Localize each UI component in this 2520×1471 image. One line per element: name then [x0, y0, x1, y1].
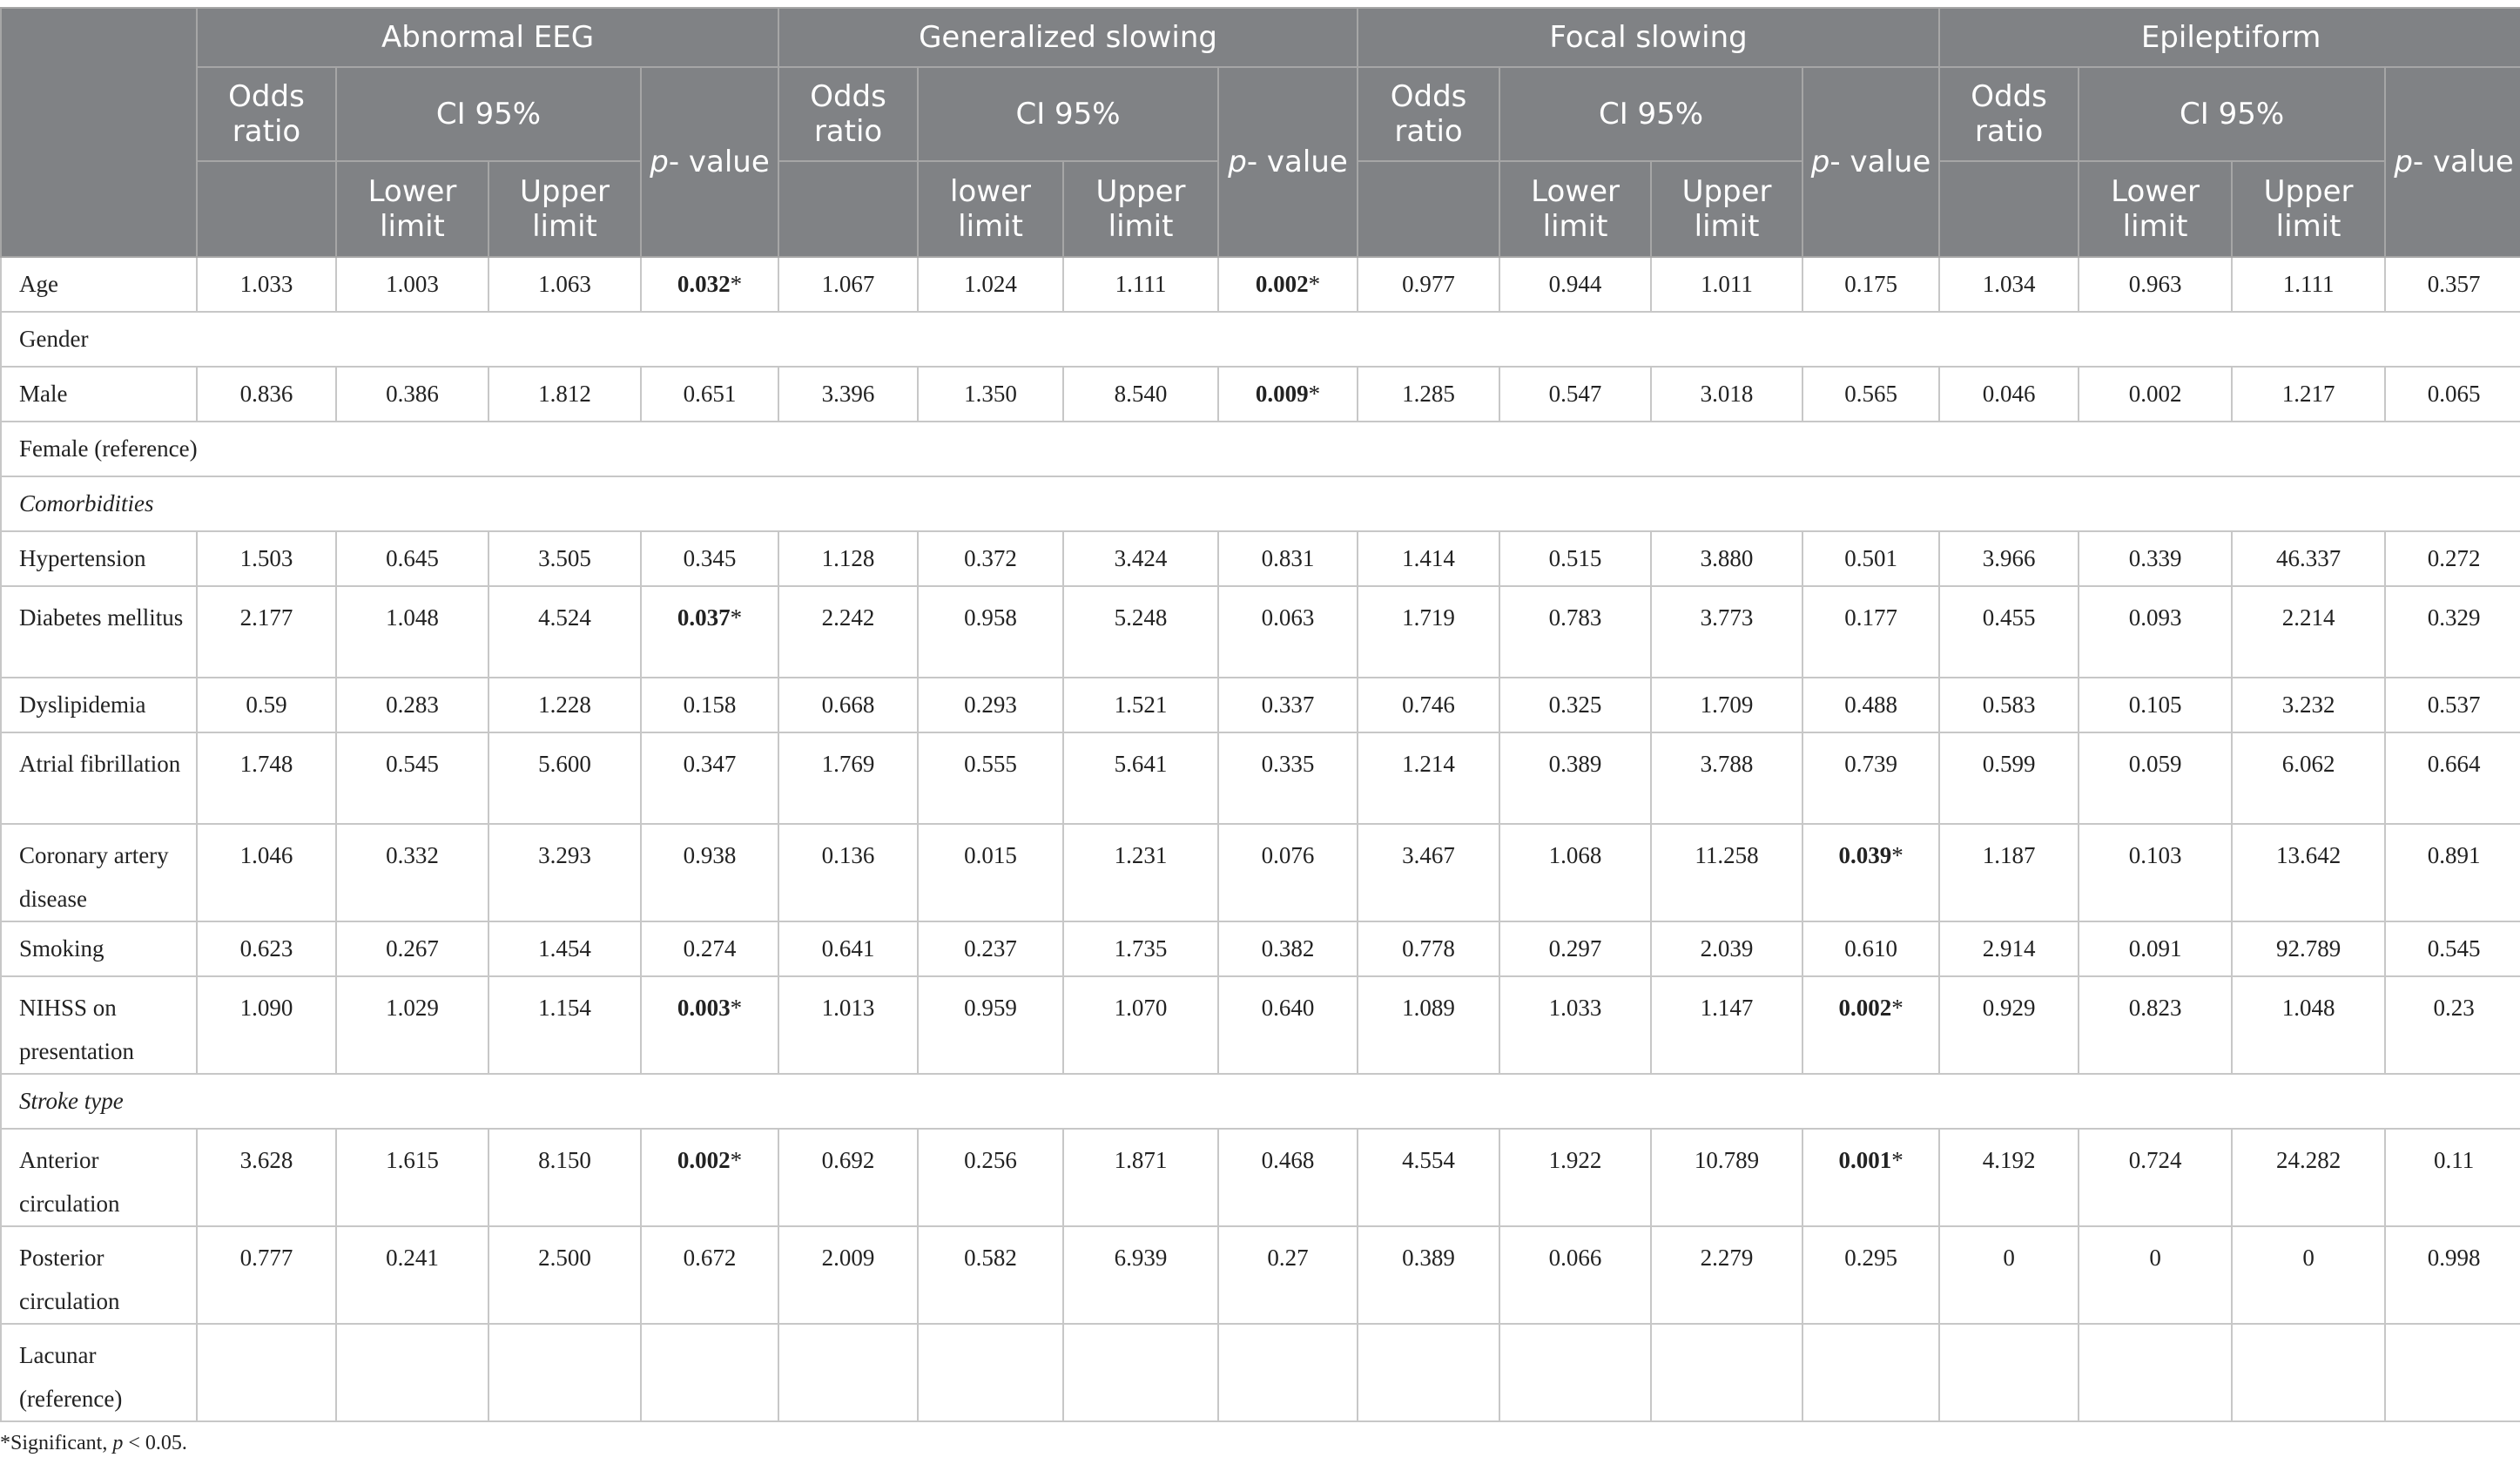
- upper-limit-header: Upper limit: [489, 161, 641, 257]
- table-cell: 0.555: [918, 732, 1063, 824]
- table-cell: [1218, 1324, 1358, 1421]
- table-cell: [2232, 1324, 2385, 1421]
- table-cell: 0.623: [197, 921, 336, 976]
- table-cell: 0.664: [2385, 732, 2520, 824]
- table-cell: [1802, 1129, 1939, 1226]
- table-cell: [2079, 1324, 2232, 1421]
- table-cell: 0.537: [2385, 678, 2520, 732]
- table-cell: 3.773: [1651, 586, 1802, 678]
- value-suffix: - value: [668, 145, 770, 179]
- value-suffix: - value: [1246, 145, 1348, 179]
- table-cell: 1.285: [1358, 367, 1499, 422]
- table-cell: 8.540: [1063, 367, 1218, 422]
- significance-marker: *: [1308, 381, 1321, 407]
- table-cell: 0.938: [641, 824, 778, 921]
- table-row: [1, 1226, 2520, 1324]
- table-cell: 4.524: [489, 586, 641, 678]
- footnote-prefix: *Significant,: [0, 1432, 113, 1454]
- row-label: Anterior circulation: [1, 1129, 197, 1226]
- table-cell: 0.599: [1939, 732, 2079, 824]
- table-cell: 3.788: [1651, 732, 1802, 824]
- table-cell: 0.545: [336, 732, 489, 824]
- significant-value: 0.039: [1838, 842, 1892, 868]
- upper-limit-header: Upper limit: [1651, 161, 1802, 257]
- table-cell: 0.582: [918, 1226, 1063, 1324]
- table-cell: [641, 586, 778, 678]
- table-row: [1, 732, 2520, 824]
- significance-marker: *: [730, 1147, 743, 1173]
- table-cell: 11.258: [1651, 824, 1802, 921]
- table-cell: 0.066: [1499, 1226, 1651, 1324]
- significant-value: 0.002: [1255, 271, 1309, 297]
- table-cell: 1.615: [336, 1129, 489, 1226]
- group-header: Abnormal EEG: [197, 8, 778, 67]
- table-cell: 3.293: [489, 824, 641, 921]
- p-letter: p: [1810, 145, 1830, 179]
- lower-limit-header: Lower limit: [1499, 161, 1651, 257]
- table-cell: 0.959: [918, 976, 1063, 1074]
- table-cell: [1358, 1324, 1499, 1421]
- table-cell: 0.777: [197, 1226, 336, 1324]
- table-cell: 0.076: [1218, 824, 1358, 921]
- table-cell: 4.192: [1939, 1129, 2079, 1226]
- table-cell: 5.600: [489, 732, 641, 824]
- table-cell: 0.063: [1218, 586, 1358, 678]
- table-cell: [336, 1324, 489, 1421]
- table-cell: 1.111: [2232, 257, 2385, 312]
- lower-limit-header: Lower limit: [2079, 161, 2232, 257]
- table-cell: 1.068: [1499, 824, 1651, 921]
- significance-marker: *: [730, 604, 743, 631]
- table-cell: 0.998: [2385, 1226, 2520, 1324]
- table-cell: 1.154: [489, 976, 641, 1074]
- table-cell: 3.467: [1358, 824, 1499, 921]
- table-cell: 0.501: [1802, 531, 1939, 586]
- significant-value: 0.002: [1838, 995, 1892, 1021]
- table-cell: 1.147: [1651, 976, 1802, 1074]
- table-cell: 2.039: [1651, 921, 1802, 976]
- table-cell: 1.111: [1063, 257, 1218, 312]
- table-cell: 0.724: [2079, 1129, 2232, 1226]
- table-cell: 0.335: [1218, 732, 1358, 824]
- table-row: [1, 1129, 2520, 1226]
- ci-header: CI 95%: [336, 67, 641, 161]
- table-cell: 1.029: [336, 976, 489, 1074]
- table-cell: 1.011: [1651, 257, 1802, 312]
- table-cell: 1.214: [1358, 732, 1499, 824]
- table-cell: 0.347: [641, 732, 778, 824]
- table-cell: 1.013: [778, 976, 918, 1074]
- header-corner: [1, 8, 197, 257]
- section-label: Female (reference): [1, 422, 2520, 476]
- table-cell: 10.789: [1651, 1129, 1802, 1226]
- table-cell: 0.272: [2385, 531, 2520, 586]
- table-cell: 0.778: [1358, 921, 1499, 976]
- table-cell: 0.668: [778, 678, 918, 732]
- group-header: Epileptiform: [1939, 8, 2520, 67]
- table-cell: 1.089: [1358, 976, 1499, 1074]
- table-cell: [918, 1324, 1063, 1421]
- table-cell: 0.274: [641, 921, 778, 976]
- table-cell: 0: [1939, 1226, 2079, 1324]
- table-cell: 6.939: [1063, 1226, 1218, 1324]
- table-cell: 0.823: [2079, 976, 2232, 1074]
- p-value-header: [641, 67, 778, 257]
- table-cell: [1218, 367, 1358, 422]
- table-cell: 1.812: [489, 367, 641, 422]
- section-row: [1, 1074, 2520, 1129]
- odds-ratio-header: Odds ratio: [778, 67, 918, 161]
- table-cell: 0.325: [1499, 678, 1651, 732]
- section-label: Comorbidities: [1, 476, 2520, 531]
- table-cell: 2.177: [197, 586, 336, 678]
- table-cell: [778, 1324, 918, 1421]
- table-cell: 1.709: [1651, 678, 1802, 732]
- table-cell: 0.345: [641, 531, 778, 586]
- table-cell: 0.692: [778, 1129, 918, 1226]
- significance-marker: *: [1891, 995, 1903, 1021]
- significance-marker: *: [1891, 842, 1903, 868]
- table-cell: 1.024: [918, 257, 1063, 312]
- group-header: Focal slowing: [1358, 8, 1939, 67]
- table-cell: 3.018: [1651, 367, 1802, 422]
- table-cell: 0.944: [1499, 257, 1651, 312]
- group-header: Generalized slowing: [778, 8, 1358, 67]
- table-cell: 0.651: [641, 367, 778, 422]
- table-cell: 0.046: [1939, 367, 2079, 422]
- table-cell: 0.332: [336, 824, 489, 921]
- row-label: Male: [1, 367, 197, 422]
- table-cell: 2.500: [489, 1226, 641, 1324]
- table-cell: 0.23: [2385, 976, 2520, 1074]
- table-cell: 1.503: [197, 531, 336, 586]
- table-cell: 0.065: [2385, 367, 2520, 422]
- table-cell: 1.063: [489, 257, 641, 312]
- table-cell: 0.455: [1939, 586, 2079, 678]
- table-cell: 0.002: [2079, 367, 2232, 422]
- table-cell: 3.880: [1651, 531, 1802, 586]
- table-cell: 0: [2232, 1226, 2385, 1324]
- table-cell: [1939, 1324, 2079, 1421]
- row-label: Hypertension: [1, 531, 197, 586]
- table-cell: 0.357: [2385, 257, 2520, 312]
- significant-value: 0.009: [1255, 381, 1309, 407]
- significant-value: 0.037: [677, 604, 731, 631]
- significant-value: 0.003: [677, 995, 731, 1021]
- table-cell: 0.091: [2079, 921, 2232, 976]
- table-cell: 0.059: [2079, 732, 2232, 824]
- table-cell: 0.640: [1218, 976, 1358, 1074]
- table-cell: 0.739: [1802, 732, 1939, 824]
- table-cell: 0.093: [2079, 586, 2232, 678]
- table-cell: [641, 976, 778, 1074]
- section-label: Stroke type: [1, 1074, 2520, 1129]
- footnote-p: p: [112, 1432, 124, 1454]
- ci-header: CI 95%: [918, 67, 1218, 161]
- odds-ratio-subheader: [1358, 161, 1499, 257]
- table-cell: [1802, 1324, 1939, 1421]
- table-cell: 0.488: [1802, 678, 1939, 732]
- p-value-header: [1218, 67, 1358, 257]
- table-cell: 1.067: [778, 257, 918, 312]
- table-cell: 0.256: [918, 1129, 1063, 1226]
- table-cell: [1218, 257, 1358, 312]
- table-cell: 2.009: [778, 1226, 918, 1324]
- table-row: [1, 824, 2520, 921]
- table-cell: 0.337: [1218, 678, 1358, 732]
- table-cell: 1.414: [1358, 531, 1499, 586]
- table-cell: 0.389: [1499, 732, 1651, 824]
- table-cell: 0.891: [2385, 824, 2520, 921]
- header-row-groups: [1, 8, 2520, 67]
- row-label: Dyslipidemia: [1, 678, 197, 732]
- table-cell: 0.015: [918, 824, 1063, 921]
- table-cell: 1.090: [197, 976, 336, 1074]
- table-cell: 0.468: [1218, 1129, 1358, 1226]
- table-cell: 0.963: [2079, 257, 2232, 312]
- p-value-header: [1802, 67, 1939, 257]
- value-suffix: - value: [1829, 145, 1931, 179]
- table-cell: 0.746: [1358, 678, 1499, 732]
- table-cell: 0.297: [1499, 921, 1651, 976]
- table-cell: 0.977: [1358, 257, 1499, 312]
- table-cell: 0.565: [1802, 367, 1939, 422]
- table-cell: 2.279: [1651, 1226, 1802, 1324]
- table-cell: 0.583: [1939, 678, 2079, 732]
- table-cell: 1.070: [1063, 976, 1218, 1074]
- table-cell: 0.783: [1499, 586, 1651, 678]
- table-cell: 0.136: [778, 824, 918, 921]
- table-cell: 0: [2079, 1226, 2232, 1324]
- table-cell: 0.382: [1218, 921, 1358, 976]
- table-cell: 5.248: [1063, 586, 1218, 678]
- row-label: Diabetes mellitus: [1, 586, 197, 678]
- section-row: [1, 476, 2520, 531]
- row-label: Age: [1, 257, 197, 312]
- regression-table: [0, 7, 2520, 1422]
- table-cell: [1802, 976, 1939, 1074]
- table-cell: 1.350: [918, 367, 1063, 422]
- table-cell: 3.966: [1939, 531, 2079, 586]
- table-cell: 46.337: [2232, 531, 2385, 586]
- table-row: [1, 531, 2520, 586]
- table-cell: 0.610: [1802, 921, 1939, 976]
- significant-value: 0.032: [677, 271, 731, 297]
- table-cell: 0.339: [2079, 531, 2232, 586]
- table-cell: 0.105: [2079, 678, 2232, 732]
- table-cell: [641, 1324, 778, 1421]
- table-cell: 0.958: [918, 586, 1063, 678]
- table-cell: 1.922: [1499, 1129, 1651, 1226]
- table-cell: 6.062: [2232, 732, 2385, 824]
- upper-limit-header: Upper limit: [1063, 161, 1218, 257]
- table-cell: 3.232: [2232, 678, 2385, 732]
- odds-ratio-header: Odds ratio: [1939, 67, 2079, 161]
- table-cell: 92.789: [2232, 921, 2385, 976]
- footnote-suffix: < 0.05.: [123, 1432, 187, 1454]
- lower-limit-header: lower limit: [918, 161, 1063, 257]
- table-cell: 1.003: [336, 257, 489, 312]
- table-cell: 0.547: [1499, 367, 1651, 422]
- table-cell: 0.11: [2385, 1129, 2520, 1226]
- table-cell: 24.282: [2232, 1129, 2385, 1226]
- table-cell: 4.554: [1358, 1129, 1499, 1226]
- table-cell: 3.505: [489, 531, 641, 586]
- table-cell: [641, 1129, 778, 1226]
- table-cell: 3.424: [1063, 531, 1218, 586]
- table-cell: [1499, 1324, 1651, 1421]
- table-cell: 0.672: [641, 1226, 778, 1324]
- table-cell: [2385, 1324, 2520, 1421]
- table-cell: 0.295: [1802, 1226, 1939, 1324]
- odds-ratio-header: Odds ratio: [197, 67, 336, 161]
- table-cell: 1.187: [1939, 824, 2079, 921]
- table-cell: 1.033: [1499, 976, 1651, 1074]
- table-cell: 0.283: [336, 678, 489, 732]
- table-cell: 0.641: [778, 921, 918, 976]
- row-label: NIHSS on presentation: [1, 976, 197, 1074]
- significance-marker: *: [1891, 1147, 1903, 1173]
- table-cell: 8.150: [489, 1129, 641, 1226]
- table-cell: 0.241: [336, 1226, 489, 1324]
- table-cell: 13.642: [2232, 824, 2385, 921]
- table-row: [1, 976, 2520, 1074]
- table-cell: 0.59: [197, 678, 336, 732]
- table-cell: 0.267: [336, 921, 489, 976]
- table-cell: 1.033: [197, 257, 336, 312]
- table-cell: 0.293: [918, 678, 1063, 732]
- section-row: [1, 422, 2520, 476]
- table-cell: 2.242: [778, 586, 918, 678]
- significant-value: 0.002: [677, 1147, 731, 1173]
- table-cell: 0.515: [1499, 531, 1651, 586]
- table-cell: 2.914: [1939, 921, 2079, 976]
- table-cell: 1.128: [778, 531, 918, 586]
- table-cell: 0.372: [918, 531, 1063, 586]
- ci-header: CI 95%: [1499, 67, 1802, 161]
- row-label: Atrial fibrillation: [1, 732, 197, 824]
- table-cell: 0.158: [641, 678, 778, 732]
- table-cell: 0.177: [1802, 586, 1939, 678]
- table-cell: 0.645: [336, 531, 489, 586]
- footnote: [0, 1432, 187, 1455]
- row-label: Smoking: [1, 921, 197, 976]
- table-cell: 0.929: [1939, 976, 2079, 1074]
- table-cell: 0.237: [918, 921, 1063, 976]
- table-cell: 1.735: [1063, 921, 1218, 976]
- odds-ratio-subheader: [197, 161, 336, 257]
- table-cell: 1.231: [1063, 824, 1218, 921]
- table-cell: 0.836: [197, 367, 336, 422]
- table-cell: [1063, 1324, 1218, 1421]
- table-cell: 1.719: [1358, 586, 1499, 678]
- p-value-header: [2385, 67, 2520, 257]
- header-row-measures: [1, 67, 2520, 161]
- significant-value: 0.001: [1838, 1147, 1892, 1173]
- table-cell: 1.034: [1939, 257, 2079, 312]
- table-cell: [489, 1324, 641, 1421]
- table-row: [1, 921, 2520, 976]
- table-cell: 3.628: [197, 1129, 336, 1226]
- odds-ratio-subheader: [1939, 161, 2079, 257]
- table-cell: 5.641: [1063, 732, 1218, 824]
- table-row: [1, 1324, 2520, 1421]
- table-cell: [1802, 824, 1939, 921]
- significance-marker: *: [730, 995, 743, 1021]
- row-label: Lacunar (reference): [1, 1324, 197, 1421]
- odds-ratio-subheader: [778, 161, 918, 257]
- p-letter: p: [650, 145, 669, 179]
- table-cell: 1.748: [197, 732, 336, 824]
- table-cell: 0.175: [1802, 257, 1939, 312]
- section-row: [1, 312, 2520, 367]
- row-label: Posterior circulation: [1, 1226, 197, 1324]
- table-row: [1, 367, 2520, 422]
- table-cell: 0.386: [336, 367, 489, 422]
- table-cell: 0.27: [1218, 1226, 1358, 1324]
- table-cell: [1651, 1324, 1802, 1421]
- section-label: Gender: [1, 312, 2520, 367]
- table-cell: 0.389: [1358, 1226, 1499, 1324]
- lower-limit-header: Lower limit: [336, 161, 489, 257]
- table-cell: 0.329: [2385, 586, 2520, 678]
- row-label: Coronary artery disease: [1, 824, 197, 921]
- table-cell: 1.048: [336, 586, 489, 678]
- table-cell: 1.046: [197, 824, 336, 921]
- ci-header: CI 95%: [2079, 67, 2385, 161]
- table-cell: 3.396: [778, 367, 918, 422]
- odds-ratio-header: Odds ratio: [1358, 67, 1499, 161]
- table-cell: 0.545: [2385, 921, 2520, 976]
- table-cell: 2.214: [2232, 586, 2385, 678]
- upper-limit-header: Upper limit: [2232, 161, 2385, 257]
- table-cell: 1.521: [1063, 678, 1218, 732]
- value-suffix: - value: [2412, 145, 2514, 179]
- table-cell: 1.217: [2232, 367, 2385, 422]
- table-cell: 1.769: [778, 732, 918, 824]
- table-cell: 1.454: [489, 921, 641, 976]
- table-body: [1, 257, 2520, 1421]
- significance-marker: *: [730, 271, 743, 297]
- table-cell: 1.228: [489, 678, 641, 732]
- table-cell: [197, 1324, 336, 1421]
- table-cell: [641, 257, 778, 312]
- table-cell: 0.831: [1218, 531, 1358, 586]
- p-letter: p: [1228, 145, 1247, 179]
- table-cell: 1.871: [1063, 1129, 1218, 1226]
- table-row: [1, 678, 2520, 732]
- table-row: [1, 586, 2520, 678]
- p-letter: p: [2394, 145, 2413, 179]
- results-table-container: [0, 7, 2520, 1422]
- table-cell: 1.048: [2232, 976, 2385, 1074]
- table-row: [1, 257, 2520, 312]
- significance-marker: *: [1308, 271, 1321, 297]
- table-cell: 0.103: [2079, 824, 2232, 921]
